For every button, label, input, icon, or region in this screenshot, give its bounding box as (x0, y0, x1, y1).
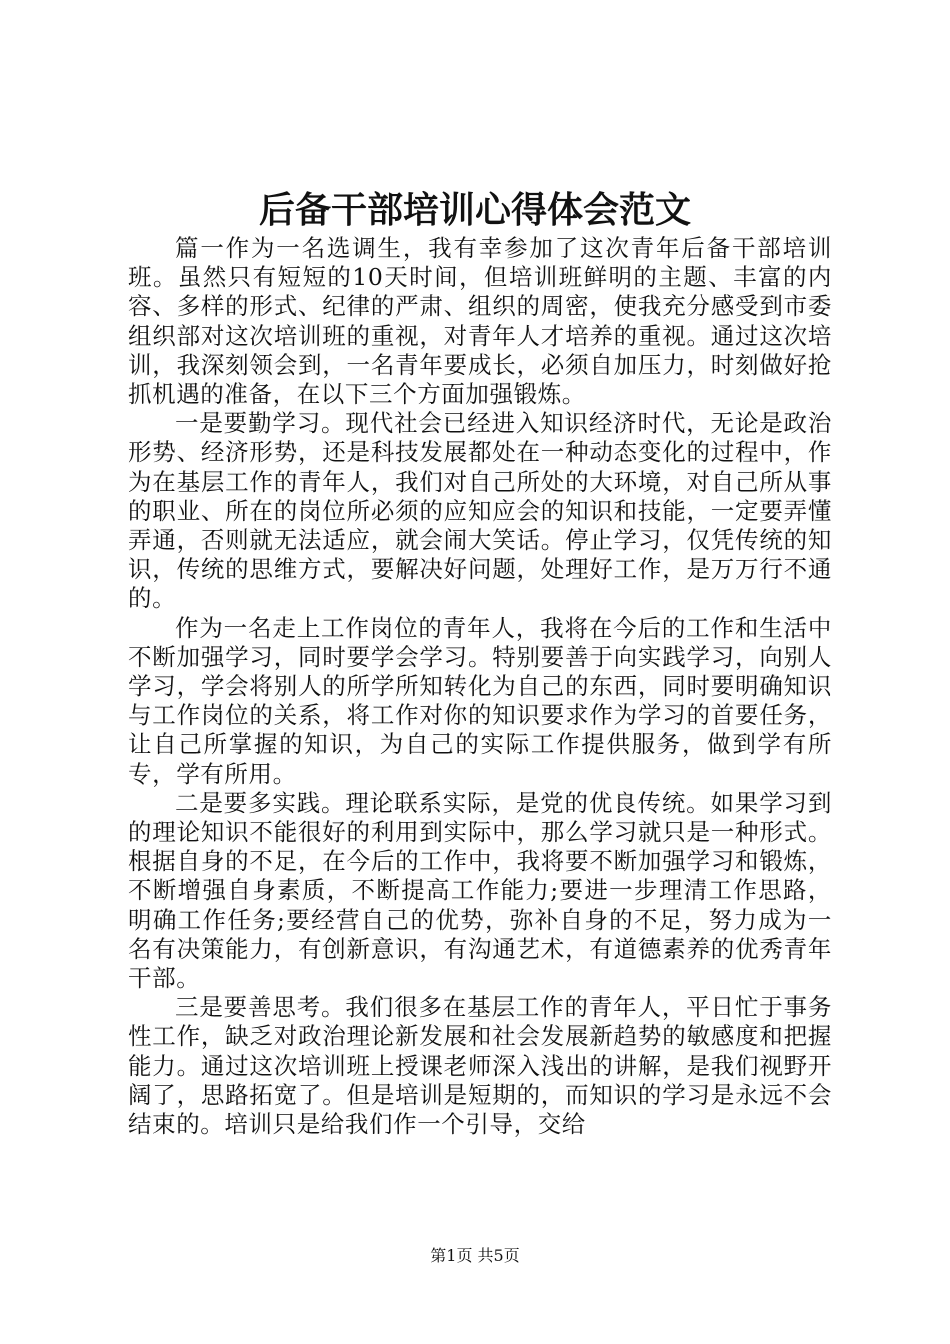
paragraph-thinking: 三是要善思考。我们很多在基层工作的青年人，平日忙于事务性工作，缺乏对政治理论新发展和社会发展新趋势的敏感度和把握能力。通过这次培训班上授课老师深入浅出的讲解，是我们视野开阔了，思路拓宽了。但是培训是短期的，而知识的学习是永远不会结束的。培训只是给我们作一个引导，交给 (128, 993, 832, 1139)
page-number-footer: 第1页 共5页 (430, 1246, 520, 1265)
paragraph-study: 一是要勤学习。现代社会已经进入知识经济时代，无论是政治形势、经济形势，还是科技发展都处在一种动态变化的过程中，作为在基层工作的青年人，我们对自己所处的大环境，对自己所从事的职业、所在的岗位所必须的应知应会的知识和技能，一定要弄懂弄通，否则就无法适应，就会闹大笑话。停止学习，仅凭传统的知识，传统的思维方式，要解决好问题，处理好工作，是万万行不通的。 (128, 409, 832, 613)
paragraph-learning-plan: 作为一名走上工作岗位的青年人，我将在今后的工作和生活中不断加强学习，同时要学会学习。特别要善于向实践学习，向别人学习，学会将别人的所学所知转化为自己的东西，同时要明确知识与工作岗位的关系，将工作对你的知识要求作为学习的首要任务，让自己所掌握的知识，为自己的实际工作提供服务，做到学有所专，学有所用。 (128, 613, 832, 788)
paragraph-intro: 篇一作为一名选调生，我有幸参加了这次青年后备干部培训班。虽然只有短短的10天时间，但培训班鲜明的主题、丰富的内容、多样的形式、纪律的严肃、组织的周密，使我充分感受到市委组织部对这次培训班的重视，对青年人才培养的重视。通过这次培训，我深刻领会到，一名青年要成长，必须自加压力，时刻做好抢抓机遇的准备，在以下三个方面加强锻炼。 (128, 234, 832, 409)
document-body (128, 234, 832, 1139)
paragraph-practice: 二是要多实践。理论联系实际，是党的优良传统。如果学习到的理论知识不能很好的利用到实际中，那么学习就只是一种形式。根据自身的不足，在今后的工作中，我将要不断加强学习和锻炼，不断增强自身素质，不断提高工作能力;要进一步理清工作思路，明确工作任务;要经营自己的优势，弥补自身的不足，努力成为一名有决策能力，有创新意识，有沟通艺术，有道德素养的优秀青年干部。 (128, 788, 832, 993)
document-title: 后备干部培训心得体会范文 (258, 189, 691, 231)
